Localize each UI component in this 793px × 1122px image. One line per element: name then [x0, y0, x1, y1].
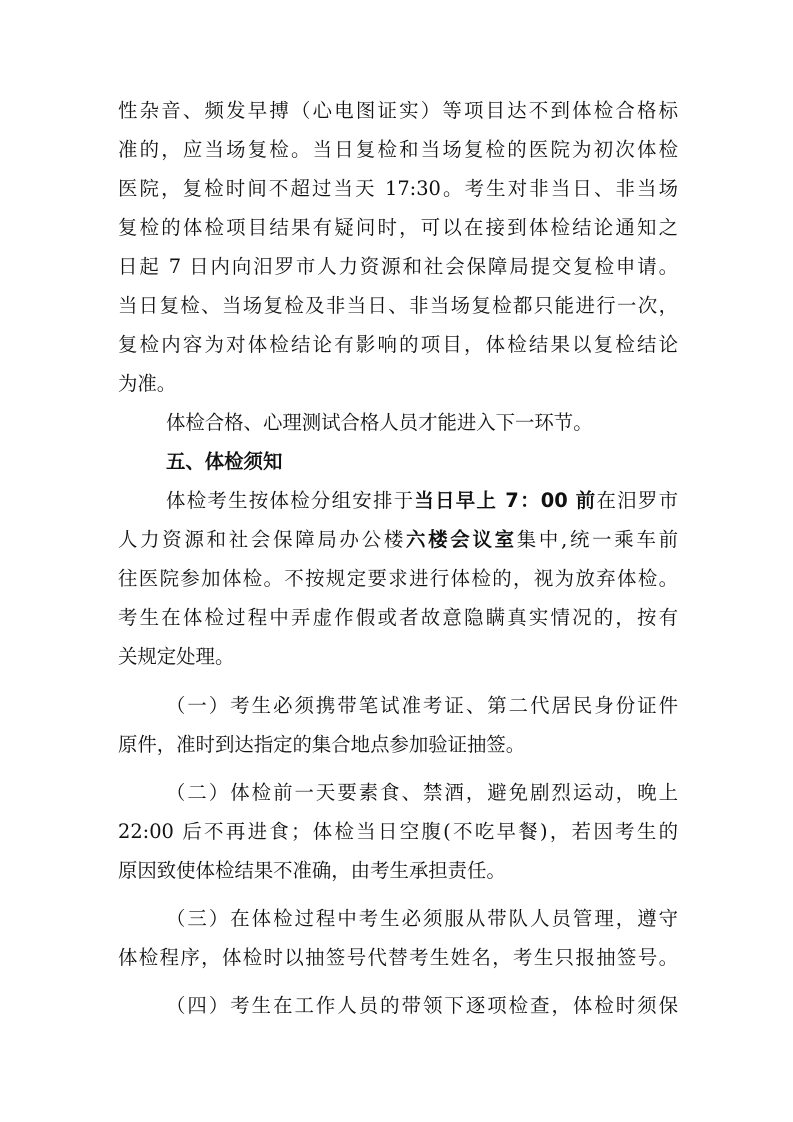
qualified-note: 体检合格、心理测试合格人员才能进入下一环节。 — [166, 411, 593, 434]
paragraph-line: 复检内容为对体检结论有影响的项目，体检结果以复检结论 — [118, 333, 678, 356]
list-item-line: 原因致使体检结果不准确，由考生承担责任。 — [118, 859, 506, 882]
list-item-line: 体检程序，体检时以抽签号代替考生姓名，考生只报抽签号。 — [118, 946, 678, 969]
list-item-line: （三）在体检过程中考生必须服从带队人员管理，遵守 — [166, 907, 678, 930]
list-item-line: （四）考生在工作人员的带领下逐项检查，体检时须保 — [166, 994, 678, 1017]
paragraph-line: 日起 7 日内向汨罗市人力资源和社会保障局提交复检申请。 — [118, 255, 678, 278]
assembly-time-emphasis: 当日早上 7：00 前 — [414, 489, 597, 512]
intro-line: 往医院参加体检。不按规定要求进行体检的，视为放弃体检。 — [118, 567, 678, 590]
intro-line: 考生在体检过程中弄虚作假或者故意隐瞒真实情况的，按有 — [118, 606, 678, 629]
paragraph-line: 性杂音、频发早搏（心电图证实）等项目达不到体检合格标 — [118, 99, 678, 122]
paragraph-line: 复检的体检项目结果有疑问时，可以在接到体检结论通知之 — [118, 216, 678, 239]
paragraph-line: 医院，复检时间不超过当天 17:30。考生对非当日、非当场 — [118, 177, 678, 200]
paragraph-line: 准的，应当场复检。当日复检和当场复检的医院为初次体检 — [118, 138, 678, 161]
intro-line — [166, 486, 678, 516]
paragraph-line: 当日复检、当场复检及非当日、非当场复检都只能进行一次， — [118, 294, 678, 317]
meeting-room-emphasis: 六楼会议室 — [406, 528, 517, 551]
list-item-line: 原件，准时到达指定的集合地点参加验证抽签。 — [118, 733, 526, 756]
intro-text: 体检考生按体检分组安排于 — [166, 489, 415, 512]
paragraph-line: 为准。 — [118, 372, 177, 395]
list-item-line: （一）考生必须携带笔试准考证、第二代居民身份证件 — [166, 694, 678, 717]
list-item-line: （二）体检前一天要素食、禁酒，避免剧烈运动，晚上 — [166, 781, 678, 804]
intro-text: 在汨罗市 — [596, 489, 679, 512]
section-heading: 五、体检须知 — [166, 450, 283, 473]
intro-line — [118, 525, 678, 555]
list-item-line: 22:00 后不再进食；体检当日空腹(不吃早餐)，若因考生的 — [118, 820, 678, 843]
intro-line: 关规定处理。 — [118, 645, 235, 668]
intro-text: 人力资源和社会保障局办公楼 — [118, 528, 406, 551]
intro-text: 集中,统一乘车前 — [516, 528, 679, 551]
